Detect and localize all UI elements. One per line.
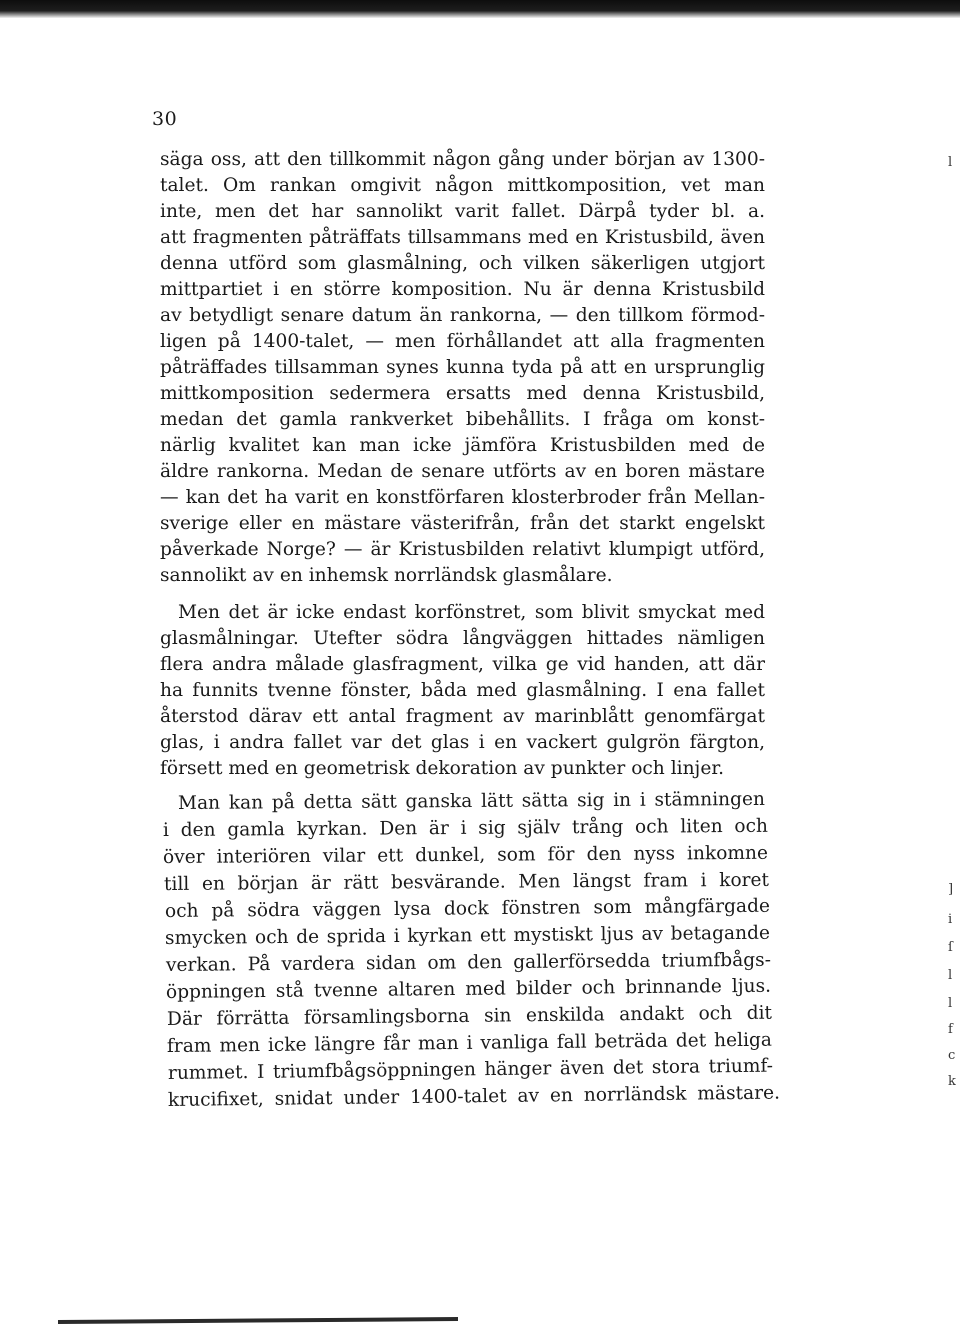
text-line: påverkade Norge? — är Kristusbilden relativt klumpigt utförd, [160,539,765,560]
text-line: sannolikt av en inhemsk norrländsk glasmålare. [160,565,613,586]
text-line: försett med en geometrisk dekoration av punkter och linjer. [160,758,725,779]
text-line: mittkomposition sedermera ersatts med denna Kristusbild, [160,383,765,404]
text-line: inte, men det har sannolikt varit fallet. Därpå tyder bl. a. [160,201,765,222]
text-line: till en början är rätt besvärande. Men längst fram i koret [163,869,770,895]
text-line: återstod därav ett antal fragment av marinblått genomfärgat [160,706,765,727]
text-line: fram men icke längre får man i vanliga fall beträda det heliga [166,1029,773,1057]
text-line: och på södra väggen lysa dock fönstren som mångfärgade [164,895,771,922]
margin-mark: c [948,1048,956,1063]
margin-mark: i [948,912,953,927]
text-line: påträffades tillsamman synes kunna tyda på att en ursprunglig [160,357,765,378]
text-line: rummet. I triumfbågsöppningen hänger även det stora triumf- [167,1055,774,1084]
text-line: sverige eller en mästare västerifrån, från det starkt engelskt [160,513,765,534]
page-number: 30 [152,108,178,130]
text-line: glas, i andra fallet var det glas i en vackert gulgrön färgton, [160,732,765,753]
text-line: Man kan på detta sätt ganska lätt sätta sig in i stämningen [177,788,766,814]
text-line: öppningen stå tvenne altaren med bilder och brinnande ljus. [165,975,772,1003]
text-line: talet. Om rankan omgivit någon mittkomposition, vet man [160,175,765,196]
text-line: av betydligt senare datum än rankorna, — den tillkom förmod- [160,305,765,326]
text-line: flera andra målade glasfragment, vilka ge vid handen, att där [160,654,765,675]
text-line: säga oss, att den tillkommit någon gång under början av 1300- [160,149,765,170]
margin-mark: l [948,996,953,1011]
text-line: — kan det ha varit en konstförfaren klosterbroder från Mellan- [160,487,765,508]
text-line: verkan. På vardera sidan om den gallerförsedda triumfbågs- [165,949,772,976]
bottom-scan-edge [58,1312,458,1328]
margin-mark: l [948,968,953,983]
margin-mark: ſ [948,940,953,955]
text-line: krucifixet, snidat under 1400-talet av en norrländsk mästare. [167,1082,781,1111]
margin-mark: k [948,1074,956,1089]
text-line: över interiören vilar ett dunkel, som för den nyss inkomne [162,842,769,868]
text-line: Men det är icke endast korfönstret, som blivit smyckat med [178,602,765,623]
margin-mark: l [948,155,953,170]
text-line: ha funnits tvenne fönster, båda med glasmålning. I ena fallet [160,680,765,701]
text-line: Där förrätta församlingsborna sin enskilda andakt och dit [166,1002,773,1030]
text-line: att fragmenten påträffats tillsammans med en Kristusbild, även [160,227,765,248]
text-line: ligen på 1400-talet, — men förhållandet att alla fragmenten [160,331,765,352]
text-line: närlig kvalitet kan man icke jämföra Kristusbilden med de [160,435,765,456]
facing-page-margin-marks [930,0,960,1333]
margin-mark: ] [948,882,954,897]
text-line: denna utförd som glasmålning, och vilken säkerligen utgjort [160,253,765,274]
text-line: medan det gamla rankverket bibehållits. I fråga om konst- [160,409,765,430]
text-line: äldre rankorna. Medan de senare utförts av en boren mästare [160,461,765,482]
text-line: mittpartiet i en större komposition. Nu är denna Kristusbild [160,279,765,300]
text-line: i den gamla kyrkan. Den är i sig själv trång och liten och [162,815,769,841]
margin-mark: f [948,1022,953,1037]
text-line: glasmålningar. Utefter södra långväggen hittades nämligen [160,628,765,649]
text-line: smycken och de sprida i kyrkan ett mystiskt ljus av betagande [164,922,771,949]
top-scan-edge [0,0,960,18]
